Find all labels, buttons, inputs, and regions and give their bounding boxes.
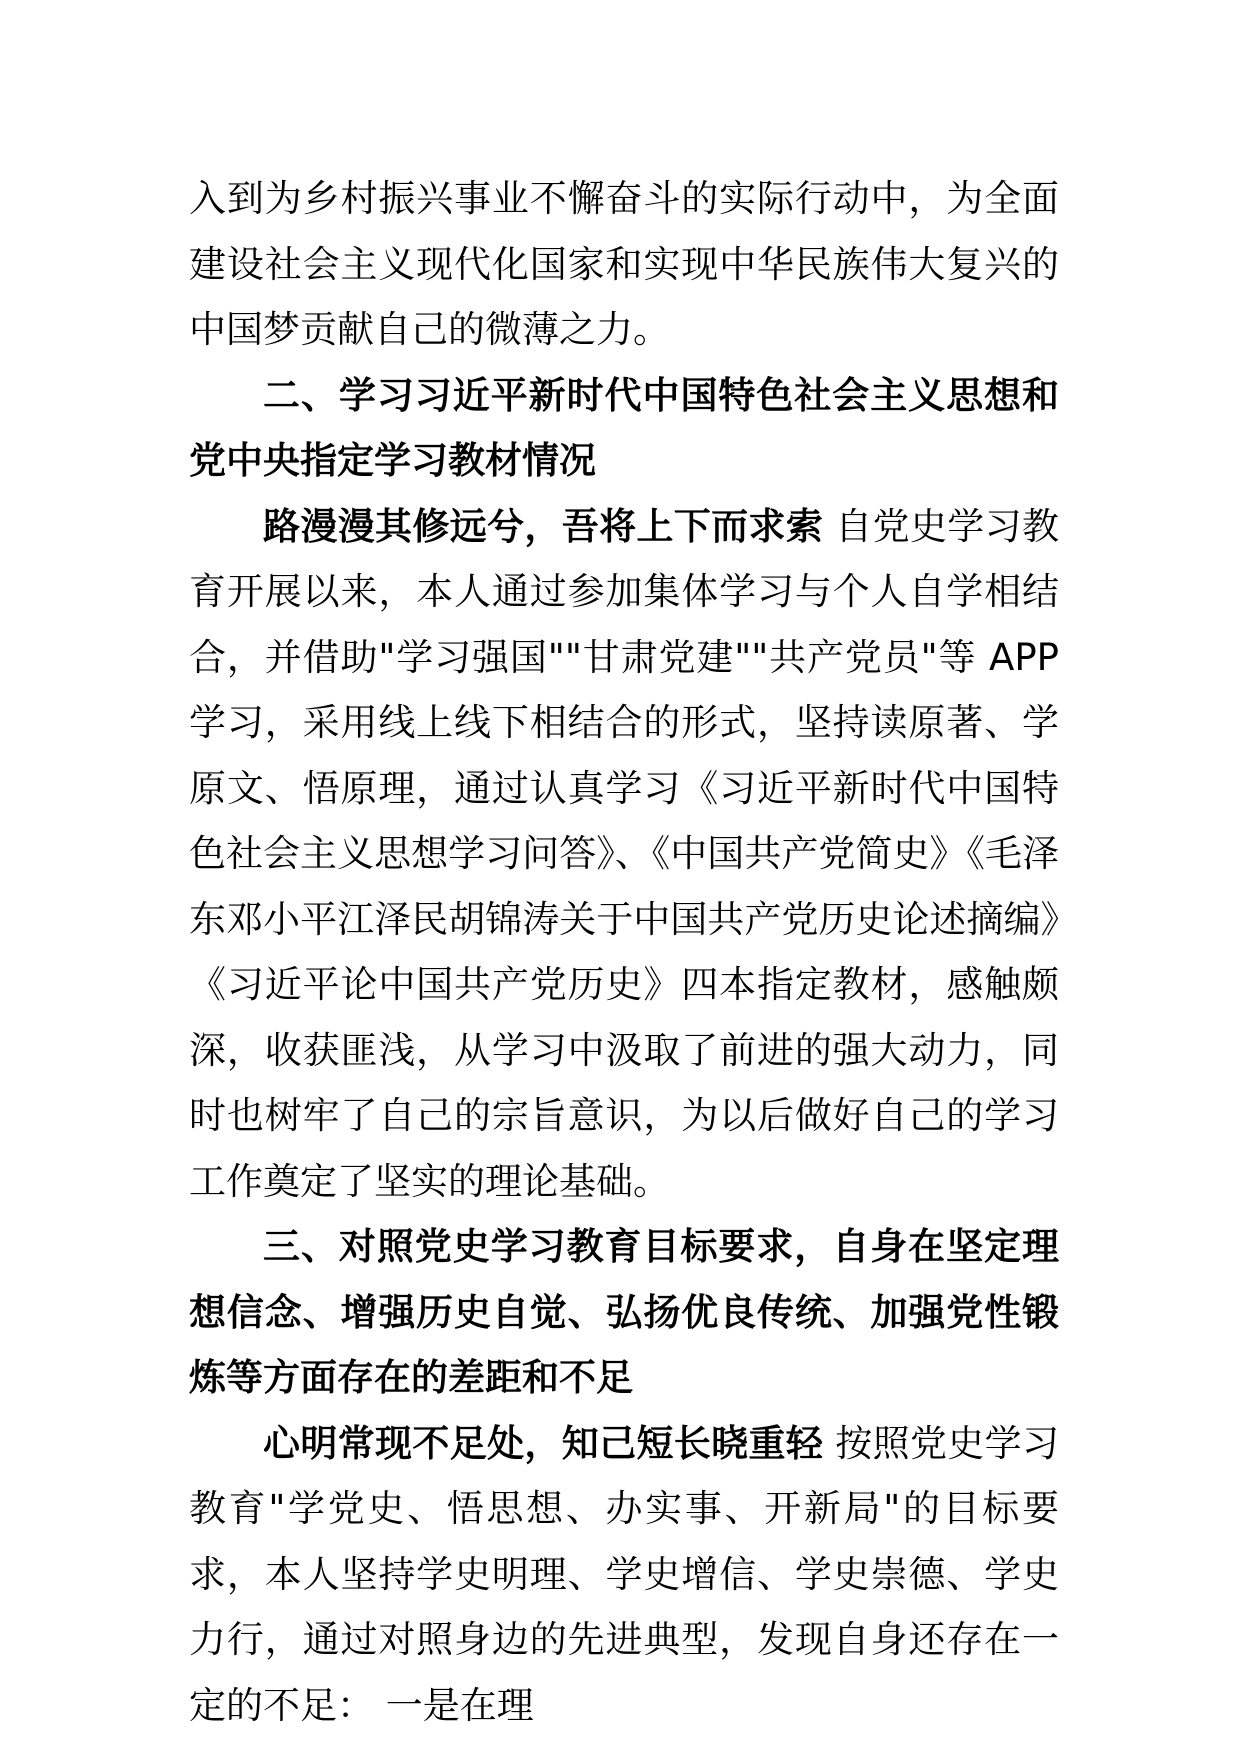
document-body: [189, 166, 1059, 1738]
paragraph-body-text: 自党史学习教育开展以来，本人通过参加集体学习与个人自学相结合，并借助"学习强国""甘肃党建""共产党员"等 APP 学习，采用线上线下相结合的形式，坚持读原著、学原文、悟原理，通过认真学习《习近平新时代中国特色社会主义思想学习问答》、《中国共产党简史》《毛泽东邓小平江泽民胡锦涛关于中国共产党历史论述摘编》《习近平论中国共产党历史》四本指定教材，感触颇深，收获匪浅，从学习中汲取了前进的强大动力，同时也树牢了自己的宗旨意识，为以后做好自己的学习工作奠定了坚实的理论基础。: [189, 504, 1059, 1203]
paragraph-study-materials: [189, 494, 1059, 1215]
paragraph-lead-phrase: 路漫漫其修远兮，吾将上下而求索: [263, 504, 824, 548]
paragraph-shortcomings: [189, 1411, 1059, 1739]
paragraph-body-text: 按照党史学习教育"学党史、悟思想、办实事、开新局"的目标要求，本人坚持学史明理、学史增信、学史崇德、学史力行，通过对照身边的先进典型，发现自身还存在一定的不足： 一是在理: [189, 1421, 1059, 1727]
section-heading-3: 三、对照党史学习教育目标要求，自身在坚定理想信念、增强历史自觉、弘扬优良传统、加强党性锻炼等方面存在的差距和不足: [189, 1225, 1059, 1399]
paragraph-lead-phrase: 心明常现不足处，知己短长晓重轻: [263, 1421, 824, 1465]
paragraph-continuation: 入到为乡村振兴事业不懈奋斗的实际行动中，为全面建设社会主义现代化国家和实现中华民族伟大复兴的中国梦贡献自己的微薄之力。: [189, 177, 1059, 351]
section-heading-2: 二、学习习近平新时代中国特色社会主义思想和党中央指定学习教材情况: [189, 373, 1059, 482]
